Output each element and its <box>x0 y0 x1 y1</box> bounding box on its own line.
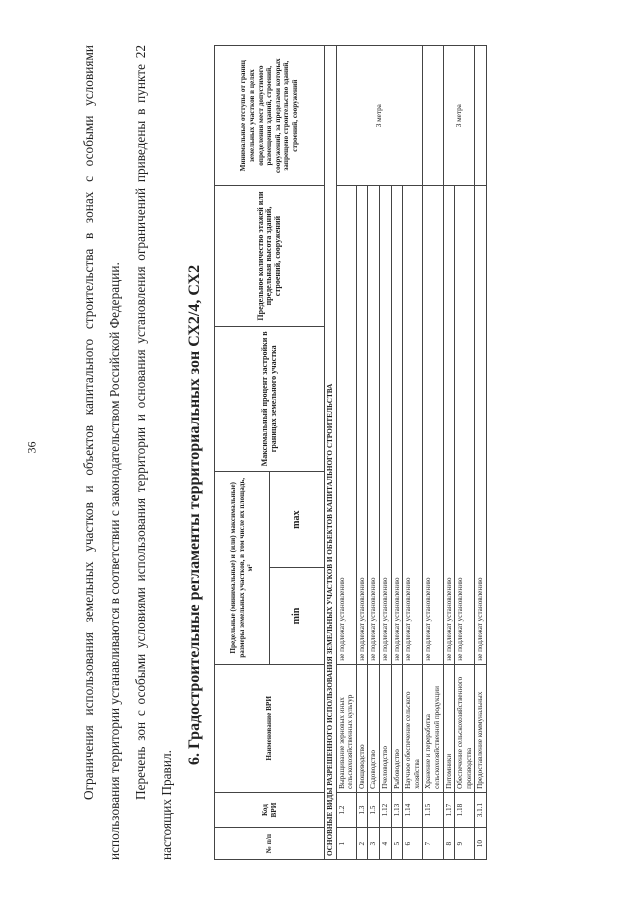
row-no: 1 <box>336 828 356 860</box>
table-row <box>336 46 356 860</box>
page-number: 36 <box>24 441 39 454</box>
rotated-page-content <box>76 45 596 860</box>
row-size: не подлежат установлению <box>475 186 487 664</box>
table-header-row <box>215 46 270 860</box>
row-indent-empty <box>475 46 487 186</box>
row-code: 1.2 <box>336 792 356 827</box>
row-size: не подлежат установлению <box>403 186 423 664</box>
row-size: не подлежат установлению <box>368 186 380 664</box>
row-no: 9 <box>455 828 475 860</box>
row-size: не подлежат установлению <box>356 186 368 664</box>
row-name: Питомники <box>443 664 455 792</box>
row-name: Научное обеспечение сельского хозяйства <box>403 664 423 792</box>
row-code: 1.17 <box>443 792 455 827</box>
row-code: 1.15 <box>423 792 443 827</box>
row-no: 3 <box>368 828 380 860</box>
row-code: 3.1.1 <box>475 792 487 827</box>
row-name: Овощеводство <box>356 664 368 792</box>
row-no: 7 <box>423 828 443 860</box>
row-no: 2 <box>356 828 368 860</box>
row-code: 1.18 <box>455 792 475 827</box>
row-name: Выращивание зерновых иных сельскохозяйственных культур <box>336 664 356 792</box>
group-title: ОСНОВНЫЕ ВИДЫ РАЗРЕШЕННОГО ИСПОЛЬЗОВАНИЯ ЗЕМЕЛЬНЫХ УЧАСТКОВ И ОБЪЕКТОВ КАПИТАЛЬНОГО СТРОИТЕЛЬСТВА <box>325 46 337 860</box>
table-row <box>423 46 443 860</box>
header-size: Предельные (минимальные) и (или) максимальные) размеры земельных участков, в том числе их площадь, м² <box>215 471 270 664</box>
row-indent: 3 метра <box>443 46 475 186</box>
row-name: Предоставление коммунальных <box>475 664 487 792</box>
header-no: № п/п <box>215 828 325 860</box>
row-size: не подлежат установлению <box>336 186 356 664</box>
row-code: 1.3 <box>356 792 368 827</box>
row-name: Обеспечение сельскохозяйственного производства <box>455 664 475 792</box>
header-code: Код ВРИ <box>215 792 325 827</box>
row-name: Садоводство <box>368 664 380 792</box>
header-percent: Максимальный процент застройки в границах земельного участка <box>215 326 325 471</box>
row-indent: 3 метра <box>336 46 423 186</box>
row-code: 1.5 <box>368 792 380 827</box>
table-row <box>475 46 487 860</box>
section-title: 6. Градостроительные регламенты территориальных зон СХ2/4, СХ2 <box>186 264 203 765</box>
row-code: 1.13 <box>391 792 403 827</box>
row-size: не подлежат установлению <box>443 186 455 664</box>
row-name: Рыбоводство <box>391 664 403 792</box>
row-no: 10 <box>475 828 487 860</box>
header-max: max <box>270 471 325 567</box>
intro-paragraph-2: Перечень зон с особыми условиями использования территории и основания установления ограничений приведены в пункте 22 настоящих Правил. <box>133 45 174 860</box>
row-name: Хранение и переработка сельскохозяйственной продукции <box>423 664 443 792</box>
row-size: не подлежат установлению <box>423 186 443 664</box>
row-size: не подлежат установлению <box>391 186 403 664</box>
row-no: 8 <box>443 828 455 860</box>
group-row <box>325 46 337 860</box>
row-no: 5 <box>391 828 403 860</box>
row-no: 4 <box>379 828 391 860</box>
row-code: 1.14 <box>403 792 423 827</box>
regulations-table <box>214 45 487 860</box>
table-row <box>443 46 455 860</box>
row-name: Пчеловодство <box>379 664 391 792</box>
header-name: Наименование ВРИ <box>215 664 325 792</box>
header-indent: Минимальные отступы от границ земельных участков в целях определения мест допустимого размещения зданий, строений, сооружений, за пределами которых запрещено строительство зданий, строений, сооружений <box>215 46 325 186</box>
row-no: 6 <box>403 828 423 860</box>
header-floors: Предельное количество этажей или предельная высота зданий, строений, сооружений <box>215 186 325 326</box>
intro-paragraph-1: Ограничения использования земельных участков и объектов капитального строительства в зонах с особыми условиями использования территории устанавливаются в соответствии с законодательством Российской Федерации. <box>81 45 122 860</box>
intro-text <box>76 45 180 860</box>
row-size: не подлежат установлению <box>379 186 391 664</box>
header-min: min <box>270 568 325 664</box>
row-indent-empty <box>423 46 443 186</box>
row-code: 1.12 <box>379 792 391 827</box>
row-size: не подлежат установлению <box>455 186 475 664</box>
